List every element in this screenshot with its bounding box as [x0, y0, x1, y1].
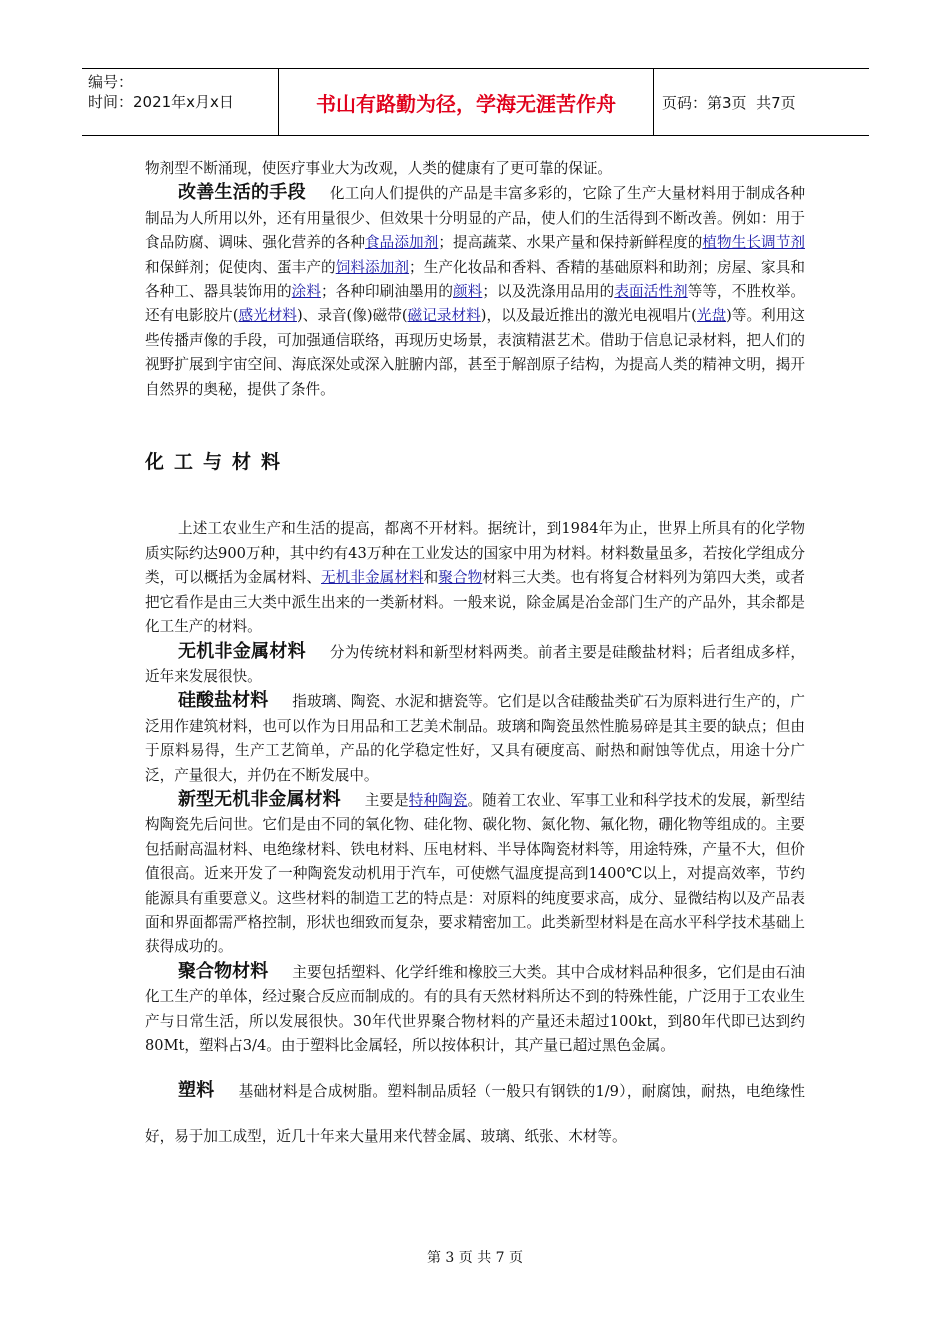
- link-coating[interactable]: 涂料: [291, 283, 322, 301]
- document-body: [145, 157, 805, 1159]
- link-inorganic-nonmetallic[interactable]: 无机非金属材料: [321, 569, 424, 587]
- header-page-info: 页码：第3页 共7页: [662, 93, 796, 112]
- term-heading: 塑料: [178, 1080, 215, 1102]
- link-optical-disc[interactable]: 光盘: [696, 307, 727, 325]
- footer-page-number: 第 3 页 共 7 页: [426, 1250, 524, 1266]
- document-time-label: 时间：2021年x月x日: [88, 93, 234, 111]
- header-motto-cell: [278, 69, 654, 135]
- document-number-label: 编号：: [88, 73, 134, 91]
- term-heading: 无机非金属材料: [178, 640, 306, 662]
- link-feed-additive[interactable]: 饲料添加剂: [335, 258, 410, 276]
- section-title: 化工与材料: [145, 451, 291, 474]
- paragraph-plastic: 塑料 基础材料是合成树脂。塑料制品质轻（一般只有钢铁的1/9），耐腐蚀，耐热，电绝缘性好，易于加工成型，近几十年来大量用来代替金属、玻璃、纸张、木材等。: [145, 1080, 805, 1146]
- paragraph-inorganic-nonmetallic: 无机非金属材料 分为传统材料和新型材料两类。前者主要是硅酸盐材料；后者组成多样，近年来发展很快。: [145, 640, 805, 685]
- paragraph-life-improvement: 改善生活的手段 化工向人们提供的产品是丰富多彩的，它除了生产大量材料用于制成各种制品为人所用以外，还有用量很少、但效果十分明显的产品，使人们的生活得到不断改善。例如：用于食品防腐、调味、强化营养的各种食品添加剂；提高蔬菜、水果产量和保持新鲜程度的植物生长调节剂和保鲜剂；促使肉、蛋丰产的饲料添加剂；生产化妆品和香料、香精的基础原料和助剂；房屋、家具和各种工、器具装饰用的涂料；各种印刷油墨用的颜料；以及洗涤用品用的表面活性剂等等，不胜枚举。还有电影胶片(感光材料)、录音(像)磁带(磁记录材料)，以及最近推出的激光电视唱片(光盘)等。利用这些传播声像的手段，可加强通信联络，再现历史场景，表演精湛艺术。借助于信息记录材料，把人们的视野扩展到宇宙空间、海底深处或深入脏腑内部，甚至于解剖原子结构，为提高人类的精神文明，揭开自然界的奥秘，提供了条件。: [145, 182, 805, 398]
- link-surfactant[interactable]: 表面活性剂: [614, 283, 688, 301]
- page-footer: [0, 1247, 950, 1267]
- header-motto: 书山有路勤为径，学海无涯苦作舟: [316, 91, 616, 116]
- link-plant-growth-regulator[interactable]: 植物生长调节剂: [702, 234, 805, 252]
- paragraph-materials-overview: 上述工农业生产和生活的提高，都离不开材料。据统计，到1984年为止，世界上所具有的化学物质实际约达900万种，其中约有43万种在工业发达的国家中用为材料。材料数量虽多，若按化学组成分类，可以概括为金属材料、无机非金属材料和聚合物材料三大类。也有将复合材料列为第四大类，或者把它看作是由三大类中派生出来的一类新材料。一般来说，除金属是冶金部门生产的产品外，其余都是化工生产的材料。: [145, 520, 805, 636]
- term-heading: 聚合物材料: [178, 960, 269, 982]
- link-special-ceramics[interactable]: 特种陶瓷: [408, 791, 468, 809]
- paragraph-silicate: 硅酸盐材料 指玻璃、陶瓷、水泥和搪瓷等。它们是以含硅酸盐类矿石为原料进行生产的，广泛用作建筑材料，也可以作为日用品和工艺美术制品。玻璃和陶瓷虽然性脆易碎是其主要的缺点；但由于原料易得，生产工艺简单，产品的化学稳定性好，又具有硬度高、耐热和耐蚀等优点，用途十分广泛，产量很大，并仍在不断发展中。: [145, 690, 806, 784]
- link-food-additive[interactable]: 食品添加剂: [365, 234, 439, 252]
- link-polymer[interactable]: 聚合物: [438, 569, 483, 587]
- link-magnetic-recording-material[interactable]: 磁记录材料: [407, 307, 481, 325]
- term-heading: 改善生活的手段: [178, 182, 306, 204]
- link-pigment[interactable]: 颜料: [453, 283, 483, 301]
- header-left-cell: [82, 69, 278, 135]
- term-heading: 新型无机非金属材料: [178, 788, 341, 810]
- paragraph-medicine-end: 物剂型不断涌现，使医疗事业大为改观，人类的健康有了更可靠的保证。: [145, 160, 613, 177]
- paragraph-polymer: 聚合物材料 主要包括塑料、化学纤维和橡胶三大类。其中合成材料品种很多，它们是由石油化工生产的单体，经过聚合反应而制成的。有的具有天然材料所达不到的特殊性能，广泛用于工农业生产与日常生活，所以发展很快。30年代世界聚合物材料的产量还未超过100kt，到80年代即已达到约80Mt，塑料占3/4。由于塑料比金属轻，所以按体积计，其产量已超过黑色金属。: [145, 960, 806, 1054]
- paragraph-new-inorganic: 新型无机非金属材料 主要是特种陶瓷。随着工农业、军事工业和科学技术的发展，新型结构陶瓷先后问世。它们是由不同的氧化物、硅化物、碳化物、氮化物、氟化物，硼化物等组成的。主要包括耐高温材料、电绝缘材料、铁电材料、压电材料、半导体陶瓷材料等，用途特殊，产量不大，但价值很高。近来开发了一种陶瓷发动机用于汽车，可使燃气温度提高到1400℃以上，对提高效率，节约能源具有重要意义。这些材料的制造工艺的特点是：对原料的纯度要求高，成分、显微结构以及产品表面和界面都需严格控制，形状也细致而复杂，要求精密加工。此类新型材料是在高水平科学技术基础上获得成功的。: [145, 788, 805, 956]
- link-photosensitive-material[interactable]: 感光材料: [238, 307, 297, 325]
- header-page-cell: [654, 69, 869, 135]
- term-heading: 硅酸盐材料: [178, 690, 269, 712]
- header-table: [82, 68, 869, 136]
